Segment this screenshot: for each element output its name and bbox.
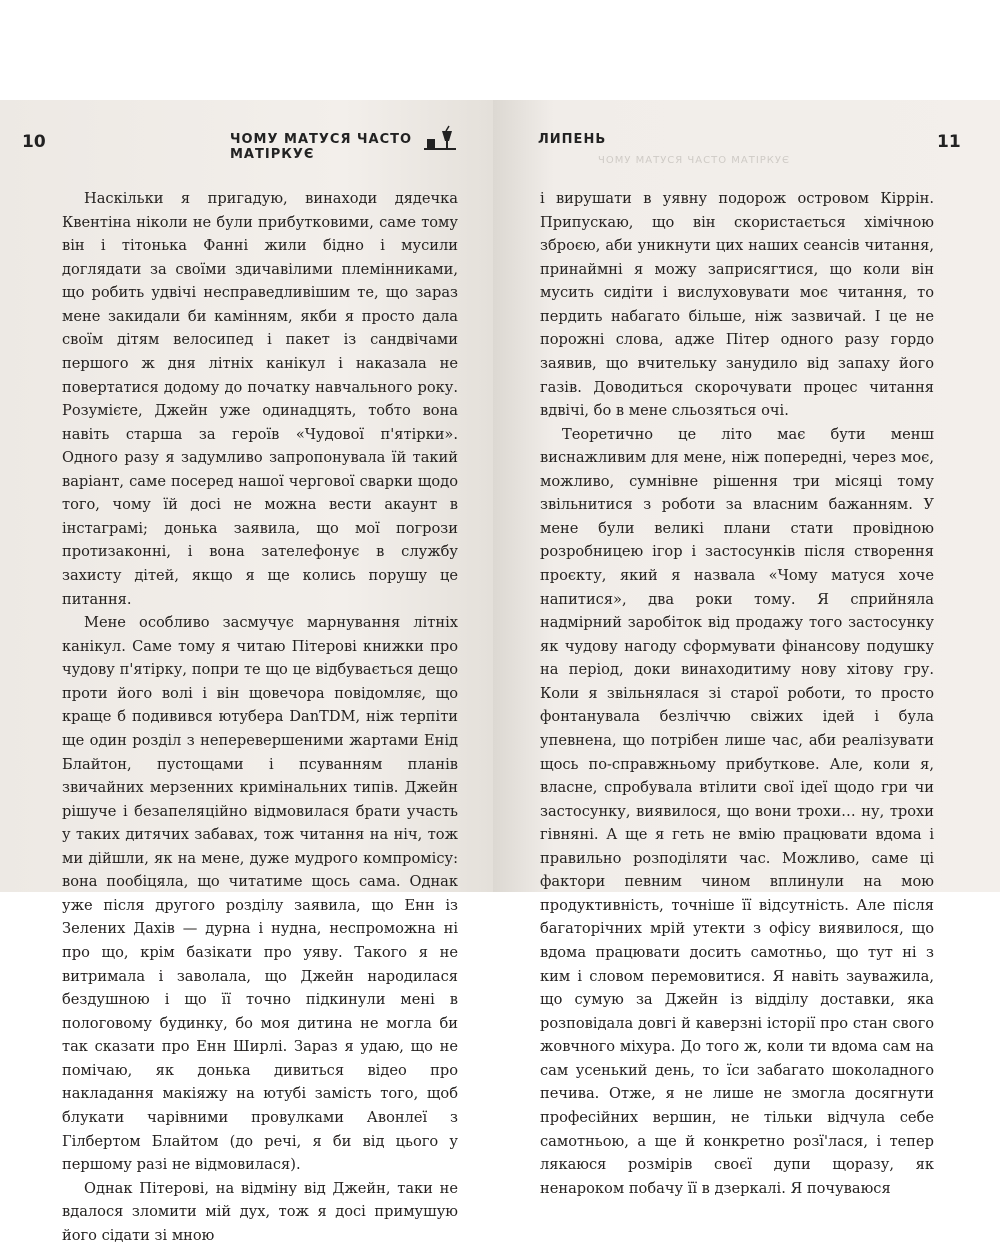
- left-page: [0, 100, 493, 1244]
- left-page-body: [62, 187, 458, 1247]
- right-page: [493, 100, 1000, 1197]
- page-number-left: 10: [22, 132, 46, 152]
- book-spread: [0, 100, 1000, 1244]
- running-head-right: ЛИПЕНЬ: [538, 132, 607, 147]
- paragraph: і вирушати в уявну подорож островом Кіррін. Припускаю, що він скористається хімічною зброєю, аби уникнути цих наших сеансів читання, принаймні я можу заприсягтися, що коли він мусить сидіти і вислуховувати моє читання, то пердить набагато більше, ніж зазвичай. І це не порожні слова, адже Пітер одного разу гордо заявив, що вчительку занудило від запаху його газів. Доводиться скорочувати процес читання вдвічі, бо в мене сльозяться очі.: [540, 190, 934, 420]
- paragraph: Наскільки я пригадую, винаходи дядечка Квентіна ніколи не були прибутковими, саме тому він і тітонька Фанні жили бідно і мусили доглядати за своїми здичавілими племінниками, що робить удвічі несправедливішим те, що зараз мене закидали би камінням, якби я просто дала своїм дітям велосипед і пакет із сандвічами першого ж дня літніх канікул і наказала не повертатися додому до початку навчального року. Розумієте, Джейн уже одинадцять, тобто вона навіть старша за героїв «Чудової п'ятірки». Одного разу я задумливо запропонувала їй такий варіант, саме посеред нашої чергової сварки щодо того, чому їй досі не можна вести акаунт в інстаграмі; донька заявила, що мої погрози протизаконні, і вона зателефонує в службу захисту дітей, якщо я ще колись порушу це питання.: [62, 190, 458, 608]
- cocktail-logo-icon: [422, 123, 458, 155]
- paragraph: Мене особливо засмучує марнування літніх канікул. Саме тому я читаю Пітерові книжки про чудову п'ятірку, попри те що це відбувається дещо проти його волі і він щовечора повідомляє, що краще б подивився ютубера DanTDM, ніж терпіти ще один розділ з неперевершеними жартами Енід Блайтон, пустощами і псуванням планів звичайних мерзенних кримінальних типів. Джейн рішуче і безапеляційно відмовилася брати участь у таких дитячих забавах, тож читання на ніч, тож ми дійшли, як на мене, дуже мудрого компромісу: вона пообіцяла, що читатиме щось сама. Однак уже після другого розділу заявила, що Енн із Зелених Дахів — дурна і нудна, неспроможна ні про що, крім базікати про уяву. Такого я не витримала і заволала, що Джейн народилася бездушною і що її точно підкинули мені в пологовому будинку, бо моя дитина не могла би так сказати про Енн Ширлі. Зараз я удаю, що не помічаю, як донька дивиться відео про накладання макіяжу на ютубі замість того, щоб блукати чарівними провулками Авонлеї з Гілбертом Блайтом (до речі, я би від цього у першому разі не відмовилася).: [62, 614, 458, 1174]
- show-through-text: ЧОМУ МАТУСЯ ЧАСТО МАТІРКУЄ: [598, 155, 790, 166]
- page-number-right: 11: [937, 132, 961, 152]
- paragraph: Однак Пітерові, на відміну від Джейн, таки не вдалося зломити мій дух, тож я досі примушую його сідати зі мною: [62, 1179, 458, 1244]
- running-head-left: ЧОМУ МАТУСЯ ЧАСТО МАТІРКУЄ: [230, 132, 413, 162]
- paragraph: Теоретично це літо має бути менш виснажливим для мене, ніж попередні, через моє, можливо, сумнівне рішення три місяці тому звільнитися з роботи за власним бажанням. У мене були великі плани стати провідною розробницею ігор і застосунків після створення проєкту, який я назвала «Чому матуся хоче напитися», два роки тому. Я сприйняла надмірний заробіток від продажу того застосунку як чудову нагоду сформувати фінансову подушку на період, доки винаходитиму нову хітову гру. Коли я звільнялася зі старої роботи, то просто фонтанувала безліччю свіжих ідей і була упевнена, що потрібен лише час, аби реалізувати щось по-справжньому прибуткове. Але, коли я, власне, спробувала втілити свої ідеї щодо гри чи застосунку, виявилося, що вони трохи… ну, трохи гівняні. А ще я геть не вмію працювати вдома і правильно розподіляти час. Можливо, саме ці фактори певним чином вплинули на мою продуктивність, точніше її відсутність. Але після багаторічних мрій утекти з офісу виявилося, що вдома працювати досить самотньо, що тут ні з ким і словом перемовитися. Я навіть зауважила, що сумую за Джейн із відділу доставки, яка розповідала довгі й каверзні історії про стан свого жовчного міхура. До того ж, коли ти вдома сам на сам усенький день, то їси забагато шоколадного печива. Отже, я не лише не змогла досягнути професійних вершин, не тільки відчула себе самотньою, а ще й конкретно розї'лася, і тепер лякаюся розмірів своєї дупи щоразу, як ненароком побачу її в дзеркалі. Я почуваюся: [540, 425, 934, 1197]
- right-page-body: [540, 187, 934, 1200]
